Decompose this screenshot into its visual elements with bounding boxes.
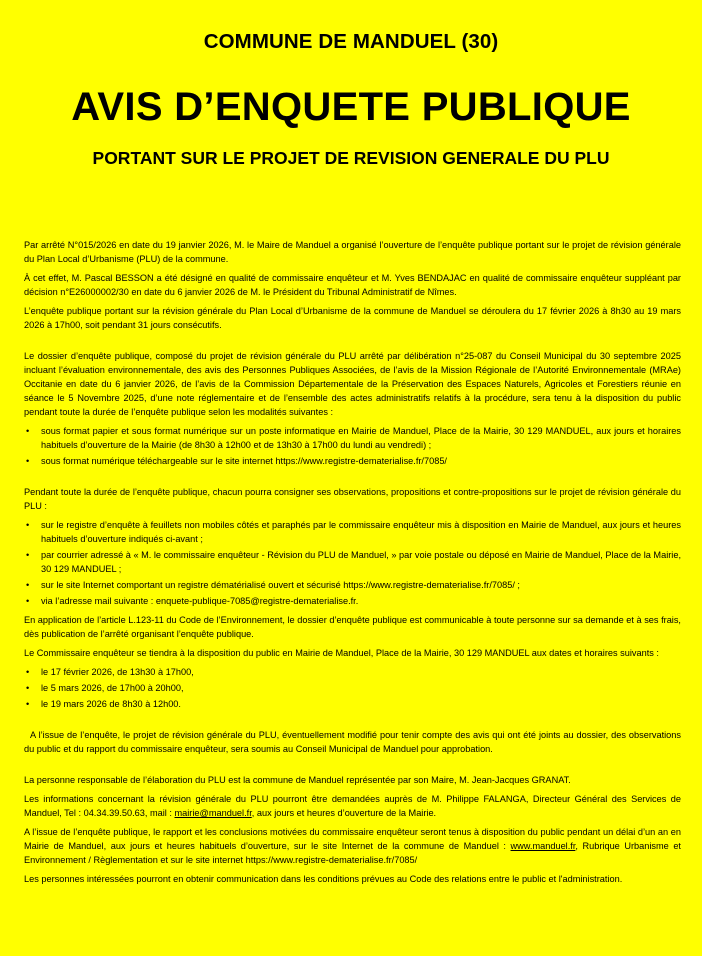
notice-subtitle: PORTANT SUR LE PROJET DE REVISION GENERALE DU PLU (92, 148, 610, 168)
paragraph-rapport: A l’issue de l’enquête publique, le rapport et les conclusions motivées du commissaire enquêteur seront tenus à disposition du public pendant un délai d’un an en Mairie de Manduel, aux jours et heures habituels d’ouverture, sur le site Internet de la commune de Manduel : www.manduel.fr, Rubrique Urbanisme et Environnement / Règlementation et sur le site internet https://www.registre-dematerialise.fr/7085/ (24, 827, 681, 865)
paragraph-responsable: La personne responsable de l’élaboration du PLU est la commune de Manduel représentée par son Maire, M. Jean-Jacques GRANAT. (24, 775, 571, 785)
list-item: • par courrier adressé à « M. le commissaire enquêteur - Révision du PLU de Manduel, » par voie postale ou déposé en Mairie de Manduel, Place de la Mairie, 30 129 MANDUEL ; (26, 550, 681, 574)
paragraph-dossier: Le dossier d’enquête publique, composé du projet de révision générale du PLU arrêté par délibération n°25-087 du Conseil Municipal du 30 septembre 2025 incluant l’évaluation environnementale, des avis des Personnes Publiques Associées, de l’avis de la Mission Régionale de l’Autorité Environnementale (MRAe) Occitanie en date du 6 janvier 2026, de l’avis de la Commission Départementale de la Préservation des Espaces Naturels, Agricoles et Forestiers réunie en séance le 5 Novembre 2025, d’une note réglementaire et de l’ensemble des actes administratifs relatifs à la procédure, sera tenu à la disposition du public pendant toute la durée de l’enquête publique selon les modalités suivantes : (24, 351, 681, 417)
bullet-icon: • (26, 520, 30, 530)
bullet-icon: • (26, 667, 30, 677)
list-item: • sur le site Internet comportant un registre dématérialisé ouvert et sécurisé https://www.registre-dematerialise.fr/7085/ ; (26, 580, 520, 590)
bullet-icon: • (26, 550, 30, 560)
paragraph-communication: Les personnes intéressées pourront en obtenir communication dans les conditions prévues au Code des relations entre le public et l'administration. (24, 874, 623, 884)
dossier-access-list (24, 424, 681, 468)
paragraph-commissaire: À cet effet, M. Pascal BESSON a été désigné en qualité de commissaire enquêteur et M. Yves BENDAJAC en qualité de commissaire enquêteur suppléant par décision n°E26000002/30 en date du 6 janvier 2026 de M. le Président du Tribunal Administratif de Nîmes. (24, 273, 681, 297)
mairie-email-link[interactable]: mairie@manduel.fr (174, 808, 252, 818)
list-item: • le 17 février 2026, de 13h30 à 17h00, (26, 667, 194, 677)
permanences-list (24, 665, 681, 711)
bullet-icon: • (26, 699, 30, 709)
list-item: • sous format papier et sous format numérique sur un poste informatique en Mairie de Manduel, Place de la Mairie, 30 129 MANDUEL, aux jours et horaires habituels d’ouverture de la Mairie (de 8h30 à 12h00 et de 13h30 à 17h00 du lundi au vendredi) ; (26, 426, 681, 450)
commune-heading: COMMUNE DE MANDUEL (30) (203, 30, 499, 53)
notice-title: AVIS D’ENQUETE PUBLIQUE (71, 85, 631, 129)
paragraph-code-environnement: En application de l’article L.123-11 du Code de l’Environnement, le dossier d’enquête publique est communicable à toute personne sur sa demande et à ses frais, dès publication de l’arrêté organisant l’enquête publique. (24, 615, 681, 639)
bullet-icon: • (26, 580, 30, 590)
bullet-icon: • (26, 456, 30, 466)
list-item: • sous format numérique téléchargeable sur le site internet https://www.registre-dematerialise.fr/7085/ (26, 456, 447, 466)
bullet-icon: • (26, 683, 30, 693)
paragraph-permanences: Le Commissaire enquêteur se tiendra à la disposition du public en Mairie de Manduel, Place de la Mairie, 30 129 MANDUEL aux dates et horaires suivants : (24, 648, 659, 658)
paragraph-arrete: Par arrêté N°015/2026 en date du 19 janvier 2026, M. le Maire de Manduel a organisé l’ouverture de l’enquête publique portant sur le projet de révision générale du Plan Local d’Urbanisme (PLU) de la commune. (24, 240, 681, 264)
paragraph-approbation: A l’issue de l’enquête, le projet de révision générale du PLU, éventuellement modifié pour tenir compte des avis qui ont été joints au dossier, des observations du public et du rapport du commissaire enquêteur, sera soumis au Conseil Municipal de Manduel pour approbation. (24, 730, 681, 754)
list-item: • le 19 mars 2026 de 8h30 à 12h00. (26, 699, 181, 709)
list-item: • le 5 mars 2026, de 17h00 à 20h00, (26, 683, 184, 693)
paragraph-observations: Pendant toute la durée de l’enquête publique, chacun pourra consigner ses observations, propositions et contre-propositions sur le projet de révision générale du PLU : (24, 487, 681, 511)
paragraph-informations: Les informations concernant la révision générale du PLU pourront être demandées auprès de M. Philippe FALANGA, Directeur Général des Services de Manduel, Tel : 04.34.39.50.63, mail : mairie@manduel.fr, aux jours et heures d’ouverture de la Mairie. (24, 794, 681, 818)
bullet-icon: • (26, 596, 30, 606)
manduel-website-link[interactable]: www.manduel.fr (510, 841, 576, 851)
paragraph-dates: L’enquête publique portant sur la révision générale du Plan Local d’Urbanisme de la commune de Manduel se déroulera du 17 février 2026 à 8h30 au 19 mars 2026 à 17h00, soit pendant 31 jours consécutifs. (24, 306, 681, 330)
observations-list (24, 518, 681, 608)
list-item: • via l’adresse mail suivante : enquete-publique-7085@registre-dematerialise.fr. (26, 596, 359, 606)
list-item: • sur le registre d’enquête à feuillets non mobiles côtés et paraphés par le commissaire enquêteur mis à disposition en Mairie de Manduel, aux jours et heures habituels d’ouverture indiqués ci-avant ; (26, 520, 681, 544)
notice-body (24, 238, 681, 891)
bullet-icon: • (26, 426, 30, 436)
